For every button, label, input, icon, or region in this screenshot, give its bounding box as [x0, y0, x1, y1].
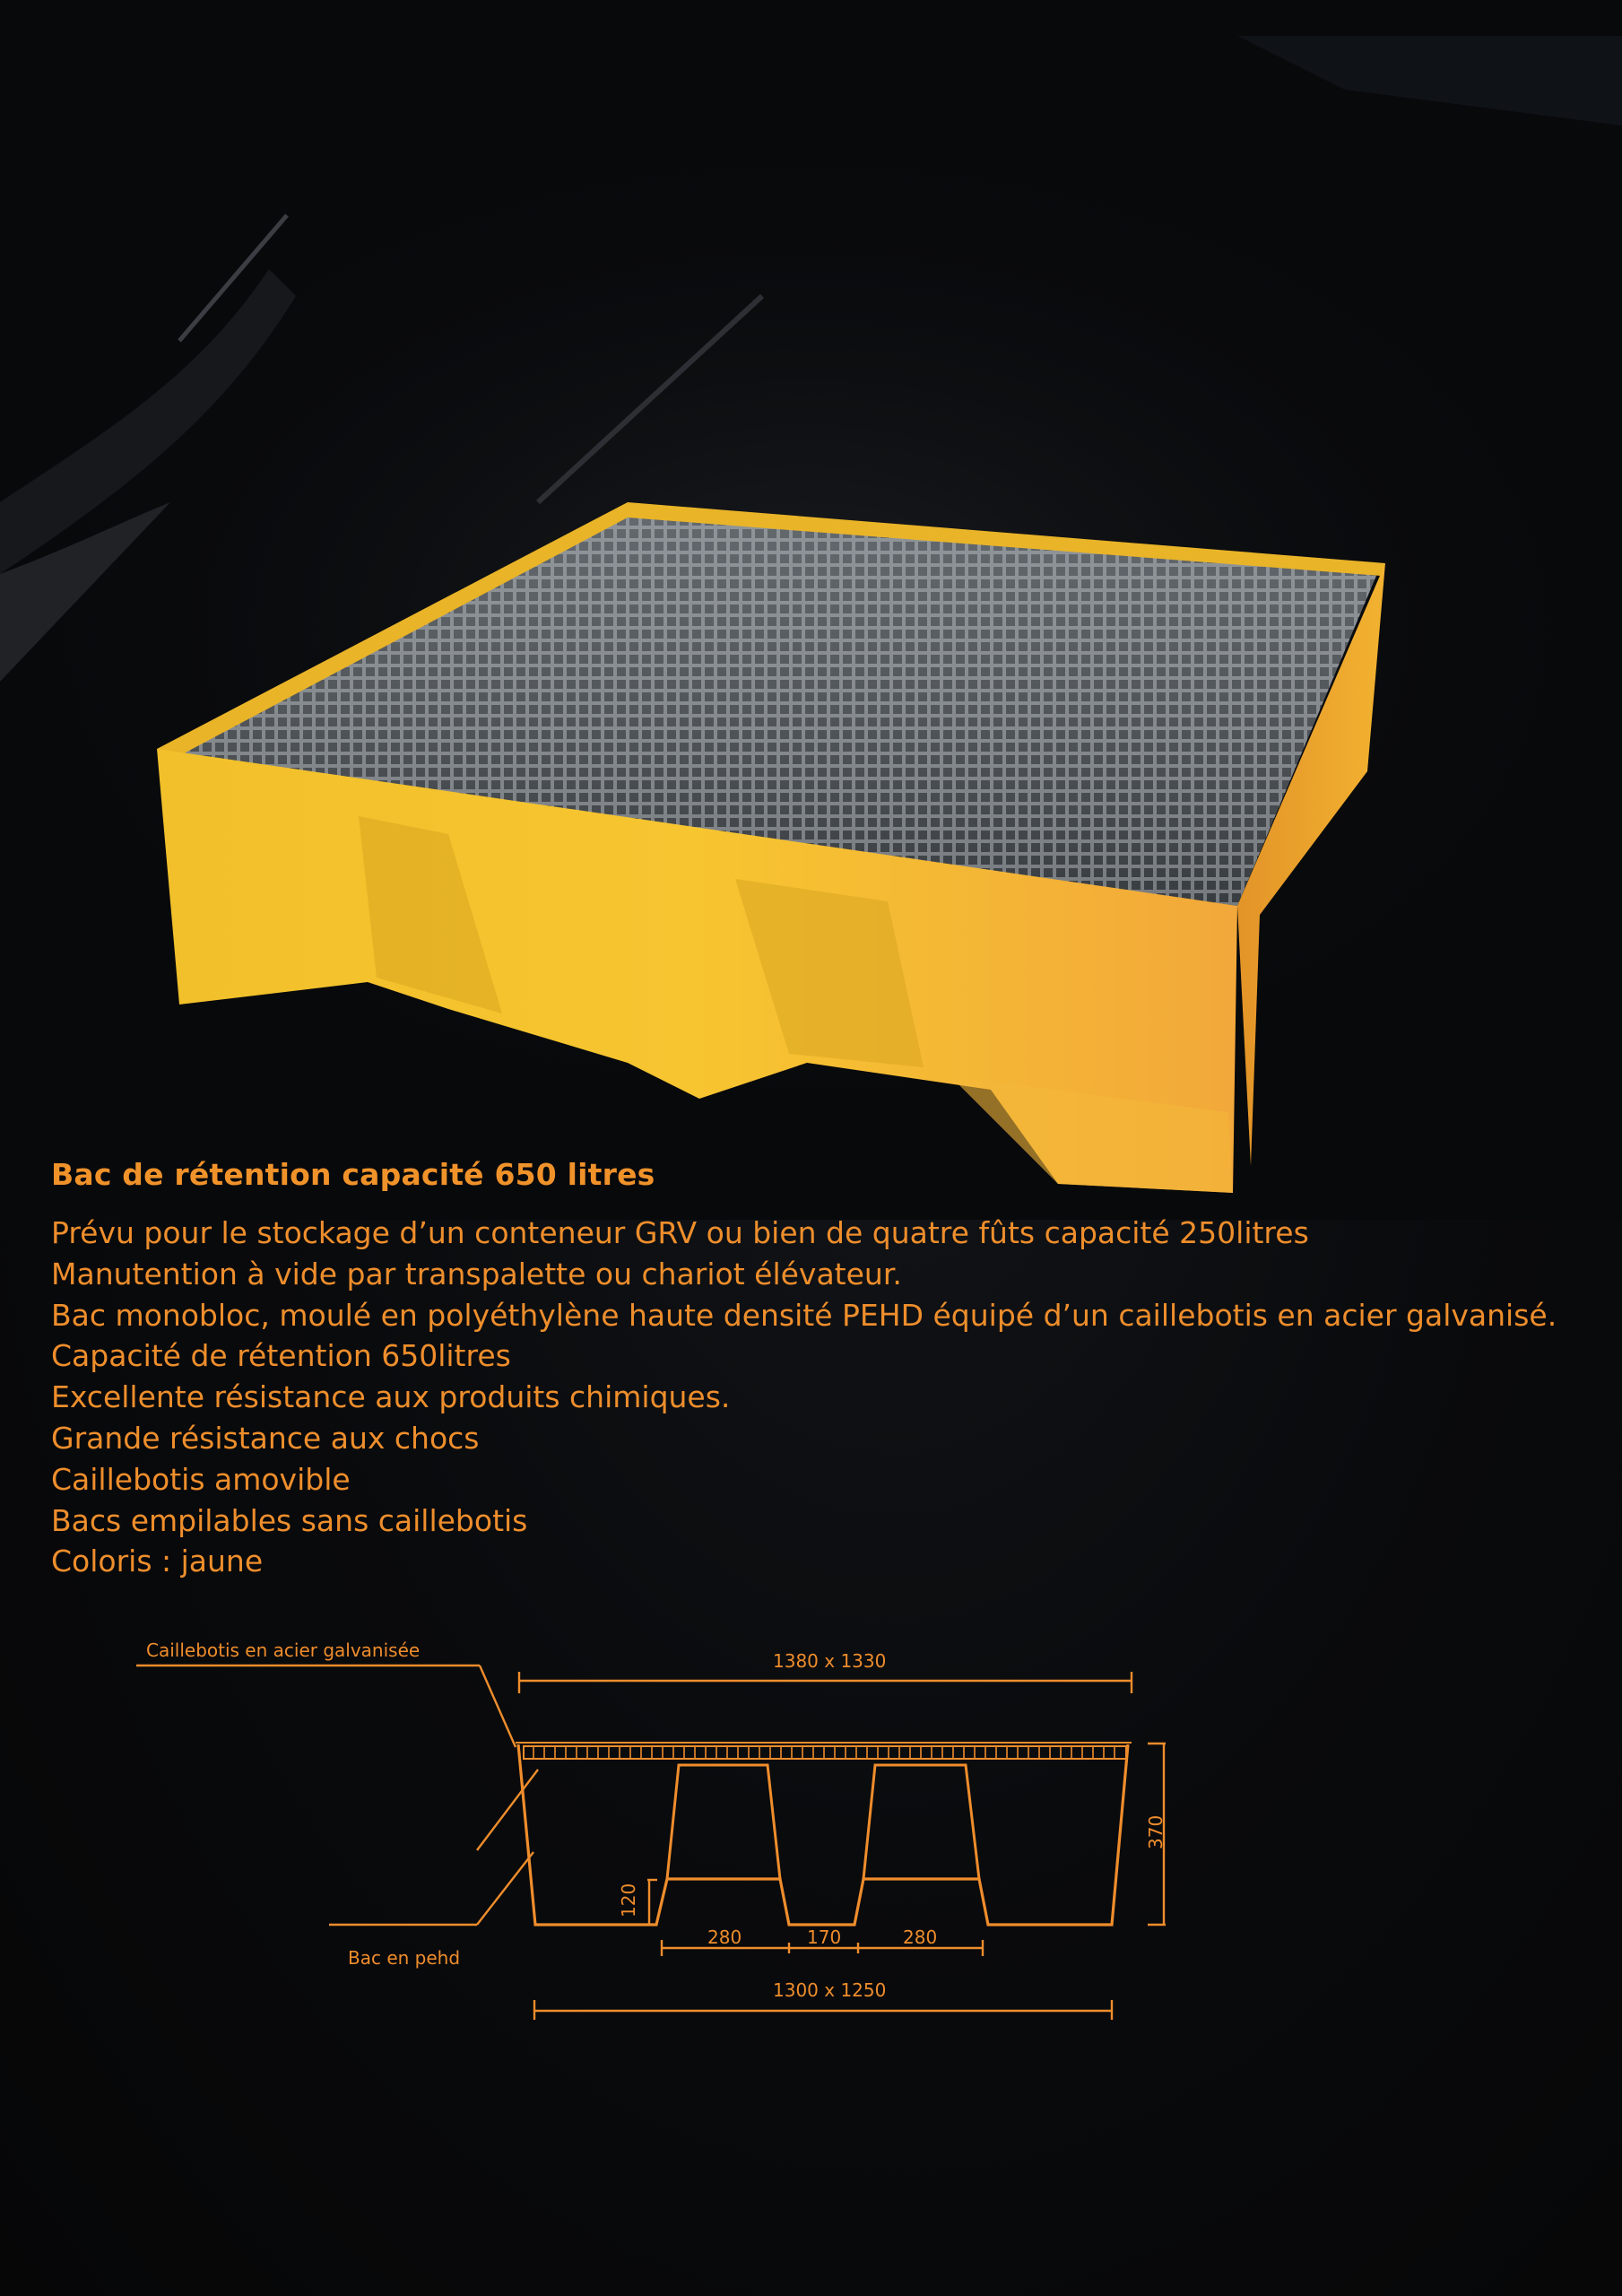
feature-list [51, 1213, 1557, 1582]
fork-pocket-left [667, 1765, 780, 1879]
label-dim-height: 370 [1145, 1814, 1167, 1849]
leader-line-tray [477, 1770, 538, 1850]
label-gap-middle: 170 [807, 1926, 842, 1948]
product-title: Bac de rétention capacité 650 litres [51, 1157, 655, 1192]
label-dim-bottom: 1300 x 1250 [773, 1979, 887, 2001]
feature-item: Bacs empilables sans caillebotis [51, 1502, 528, 1538]
feature-item: Capacité de rétention 650litres [51, 1338, 511, 1374]
label-gap-left: 280 [707, 1926, 742, 1948]
feature-item: Manutention à vide par transpalette ou chariot élévateur. [51, 1256, 902, 1292]
tray-outline [518, 1744, 1128, 1925]
label-tray: Bac en pehd [348, 1947, 461, 1969]
technical-drawing [0, 1605, 1622, 2036]
feature-item: Caillebotis amovible [51, 1461, 351, 1497]
label-dim-foot-height: 120 [618, 1883, 639, 1918]
label-gap-right: 280 [903, 1926, 938, 1948]
feature-item: Coloris : jaune [51, 1544, 264, 1579]
feature-item: Prévu pour le stockage d’un conteneur GRV ou bien de quatre fûts capacité 250litres [51, 1215, 1309, 1250]
grating-section [524, 1746, 1126, 1759]
label-grating: Caillebotis en acier galvanisée [146, 1639, 421, 1661]
leader-line-grating [480, 1665, 516, 1747]
feature-item: Grande résistance aux chocs [51, 1420, 480, 1456]
feature-item: Bac monobloc, moulé en polyéthylène haute densité PEHD équipé d’un caillebotis en acier galvanisé. [51, 1297, 1557, 1333]
fork-pocket-right [863, 1765, 979, 1879]
feature-item: Excellente résistance aux produits chimiques. [51, 1379, 731, 1415]
label-dim-top: 1380 x 1330 [773, 1650, 887, 1672]
grating-bars [533, 1747, 1115, 1758]
